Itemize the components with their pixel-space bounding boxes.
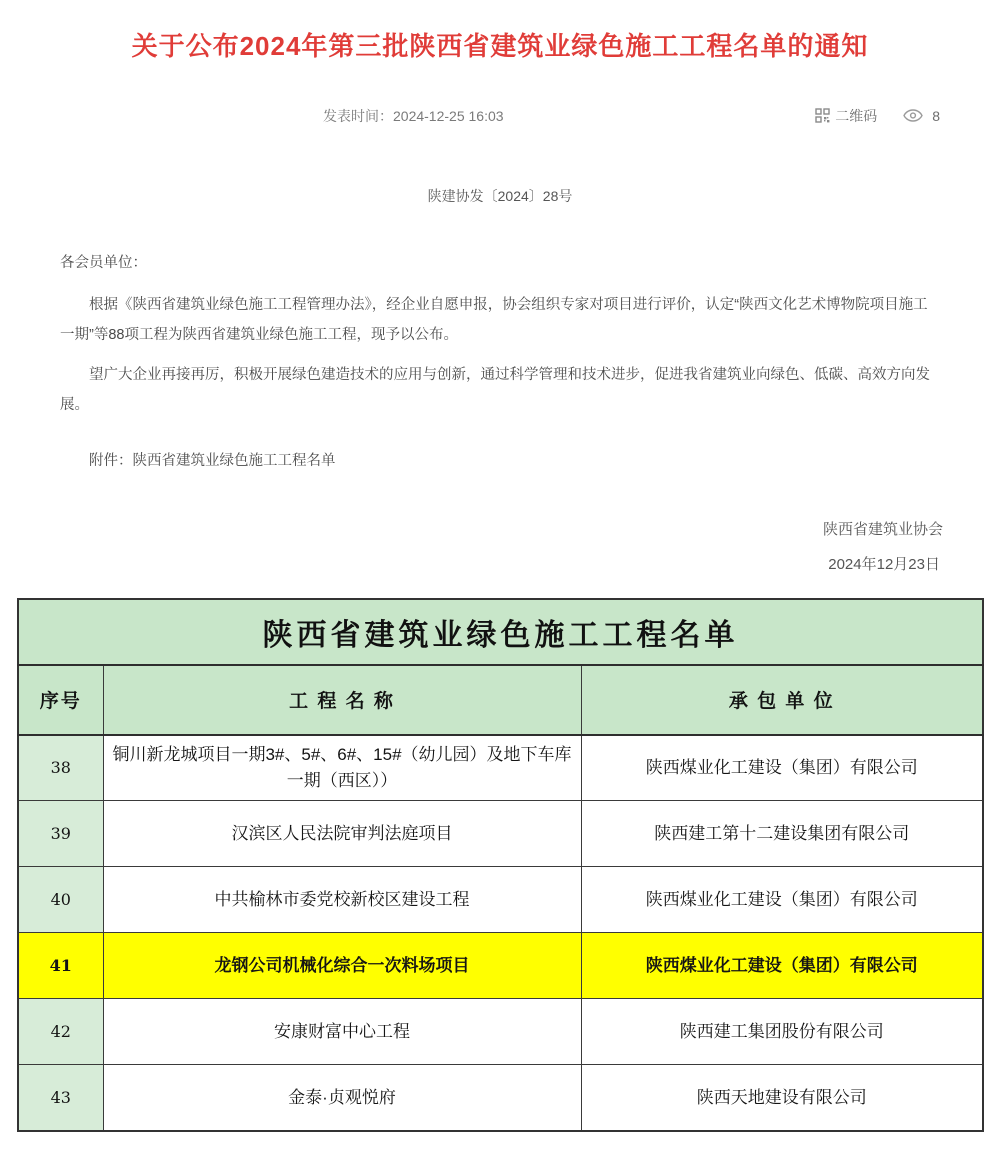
project-name-cell: 金泰·贞观悦府 — [103, 1065, 581, 1131]
contractor-cell: 陕西煤业化工建设（集团）有限公司 — [581, 735, 983, 801]
project-name-cell: 龙钢公司机械化综合一次料场项目 — [103, 933, 581, 999]
table-header-row — [18, 665, 983, 735]
table-row — [18, 999, 983, 1065]
column-header-contractor: 承 包 单 位 — [581, 665, 983, 735]
body-paragraph: 望广大企业再接再厉，积极开展绿色建造技术的应用与创新，通过科学管理和技术进步，促进我省建筑业向绿色、低碳、高效方向发展。 — [60, 366, 930, 413]
table-row — [18, 801, 983, 867]
project-name-cell: 汉滨区人民法院审判法庭项目 — [103, 801, 581, 867]
body-paragraph: 根据《陕西省建筑业绿色施工工程管理办法》，经企业自愿申报，协会组织专家对项目进行评价，认定“陕西文化艺术博物院项目施工一期”等88项工程为陕西省建筑业绿色施工工程，现予以公布。 — [60, 296, 928, 343]
table-title: 陕西省建筑业绿色施工工程名单 — [18, 599, 983, 665]
project-name-cell: 安康财富中心工程 — [103, 999, 581, 1065]
meta-row — [0, 106, 1000, 128]
salutation: 各会员单位： — [60, 254, 147, 271]
row-index-cell: 42 — [18, 999, 103, 1065]
qrcode-button[interactable] — [815, 106, 877, 126]
publish-time: 发表时间：2024-12-25 16:03 — [323, 107, 504, 124]
row-index-cell: 43 — [18, 1065, 103, 1131]
signature-block — [0, 518, 1000, 574]
row-index-cell: 40 — [18, 867, 103, 933]
view-count: 8 — [932, 107, 940, 124]
qrcode-label: 二维码 — [835, 107, 878, 124]
table-row — [18, 933, 983, 999]
project-table — [17, 598, 984, 1132]
project-table-body — [18, 735, 983, 1131]
table-row — [18, 735, 983, 801]
column-header-project: 工 程 名 称 — [103, 665, 581, 735]
table-row — [18, 867, 983, 933]
row-index-cell: 38 — [18, 735, 103, 801]
row-index-cell: 39 — [18, 801, 103, 867]
column-header-no: 序号 — [18, 665, 103, 735]
project-name-cell: 铜川新龙城项目一期3#、5#、6#、15#（幼儿园）及地下车库一期（西区）） — [103, 735, 581, 801]
contractor-cell: 陕西建工第十二建设集团有限公司 — [581, 801, 983, 867]
eye-icon — [903, 109, 923, 122]
qrcode-icon — [815, 108, 830, 123]
attachment-line: 附件：陕西省建筑业绿色施工工程名单 — [89, 452, 336, 469]
table-title-row — [18, 599, 983, 665]
project-table-wrap — [17, 598, 982, 1132]
doc-number: 陕建协发〔2024〕28号 — [427, 187, 573, 204]
table-row — [18, 1065, 983, 1131]
project-name-cell: 中共榆林市委党校新校区建设工程 — [103, 867, 581, 933]
signature-date: 2024年12月23日 — [828, 555, 940, 573]
page-title: 关于公布2024年第三批陕西省建筑业绿色施工工程名单的通知 — [131, 31, 869, 61]
notice-body — [60, 248, 942, 476]
row-index-cell: 41 — [18, 933, 103, 999]
signature-org: 陕西省建筑业协会 — [822, 520, 943, 538]
contractor-cell: 陕西建工集团股份有限公司 — [581, 999, 983, 1065]
contractor-cell: 陕西煤业化工建设（集团）有限公司 — [581, 867, 983, 933]
contractor-cell: 陕西煤业化工建设（集团）有限公司 — [581, 933, 983, 999]
contractor-cell: 陕西天地建设有限公司 — [581, 1065, 983, 1131]
